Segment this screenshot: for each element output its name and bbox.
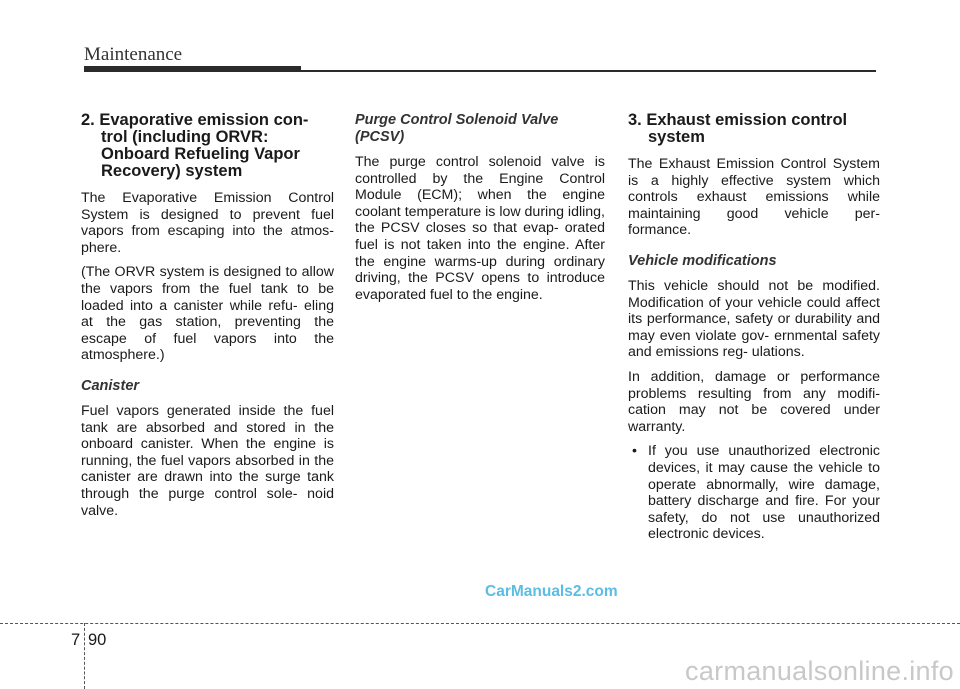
- page-header-title: Maintenance: [84, 44, 183, 65]
- bullet-dot-icon: •: [632, 443, 637, 460]
- subheading-canister: Canister: [81, 377, 140, 394]
- page-number: 90: [88, 631, 107, 649]
- chapter-number: 7: [71, 631, 81, 649]
- footer-vertical-divider: [84, 623, 85, 689]
- section-heading-exhaust: 3. Exhaust emission control system: [628, 111, 848, 146]
- subheading-vehicle-modifications: Vehicle modifications: [628, 252, 777, 269]
- header-rule-thick: [84, 66, 301, 72]
- footer-dashed-rule: [0, 623, 960, 624]
- paragraph-pcsv: The purge control solenoid valve is controlled by the Engine Control Module (ECM); when the engine coolant temperature is low during idling, the PCSV closes so that evap- orated fuel is not taken into the engine. After the engine warms-up during ordinary driving, the PCSV opens to introduce evaporated fuel to the engine.: [355, 154, 605, 303]
- paragraph-warranty: In addition, damage or performance problems resulting from any modifi- cation may not be covered under warranty.: [628, 368, 880, 435]
- header-rule-thin: [301, 70, 876, 72]
- column-middle: [355, 112, 605, 311]
- paragraph-modifications: This vehicle should not be modified. Modification of your vehicle could affect its performance, safety or durability and may even violate gov- ernmental safety and emissions reg- ulations.: [628, 277, 880, 361]
- paragraph-canister: Fuel vapors generated inside the fuel tank are absorbed and stored in the onboard canister. When the engine is running, the fuel vapors absorbed in the canister are drawn into the surge tank through the purge control sole- noid valve.: [81, 402, 334, 519]
- subheading-pcsv: Purge Control Solenoid Valve (PCSV): [355, 112, 559, 145]
- watermark-link[interactable]: CarManuals2.com: [485, 583, 618, 600]
- paragraph-orvr: (The ORVR system is designed to allow the vapors from the fuel tank to be loaded into a canister while refu- eling at the gas station, preventing the escape of fuel vapors into the atmosphere.): [81, 264, 334, 364]
- column-right: [628, 112, 880, 543]
- column-left: [81, 112, 334, 527]
- paragraph-exhaust-intro: The Exhaust Emission Control System is a highly effective system which controls exhaust emissions while maintaining good vehicle per- formance.: [628, 156, 880, 239]
- section-heading-evaporative: 2. Evaporative emission con- trol (including ORVR: Onboard Refueling Vapor Recovery) system: [81, 111, 309, 180]
- bullet-item-electronic-devices: [628, 443, 880, 543]
- bullet-text: If you use unauthorized electronic devices, it may cause the vehicle to operate abnormally, wire damage, battery discharge and fire. For your safety, do not use unauthorized electronic devices.: [648, 443, 880, 543]
- site-watermark: carmanualsonline.info: [685, 656, 954, 686]
- paragraph-evap-intro: The Evaporative Emission Control System is designed to prevent fuel vapors from escaping into the atmos- phere.: [81, 190, 334, 256]
